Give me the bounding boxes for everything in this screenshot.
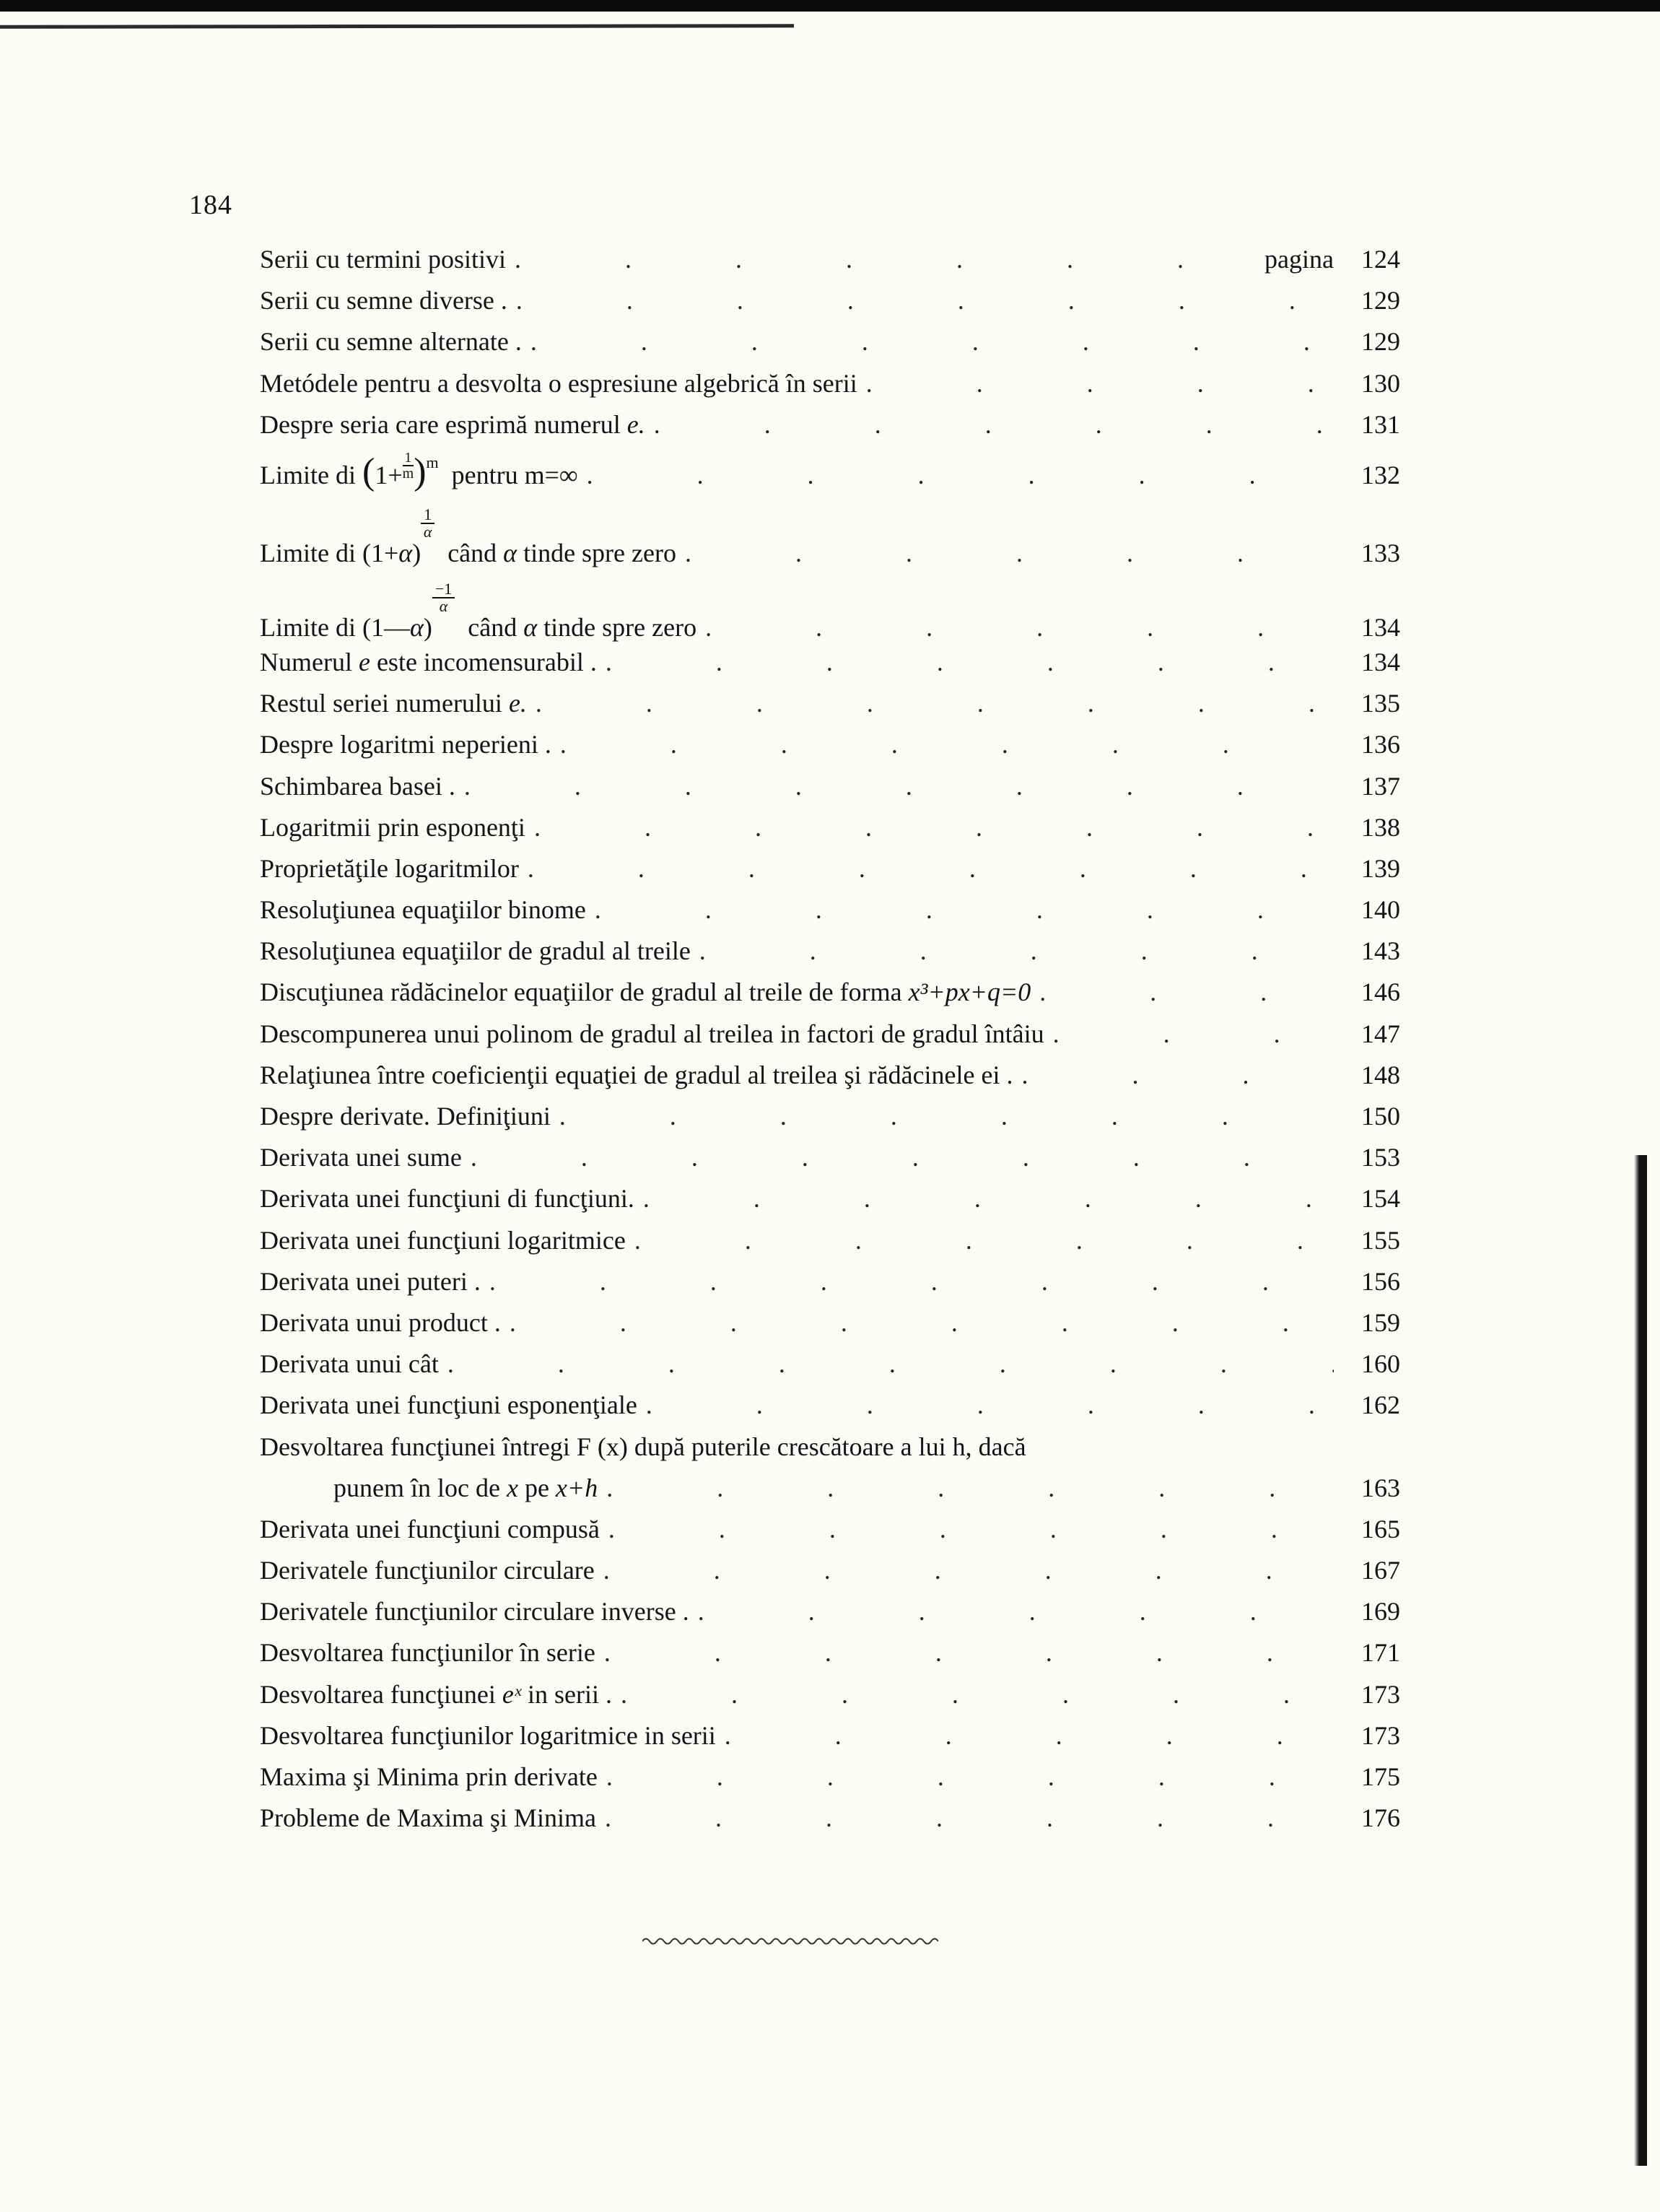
entry-page: 146 (1361, 977, 1400, 1007)
toc-entry (260, 771, 1400, 812)
toc-entry (260, 572, 1400, 647)
entry-title: Derivata unei funcţiuni di funcţiuni. (260, 1184, 634, 1214)
toc-entry (260, 853, 1400, 894)
entry-page: 132 (1361, 460, 1400, 489)
dot-leader (699, 936, 1334, 966)
toc-entry (260, 326, 1400, 367)
toc-entry (260, 688, 1400, 729)
entry-title: Limite di (1+α) $\frac{1}{\alpha}$ când α tinde spre zero (260, 505, 676, 567)
toc-entry (260, 1762, 1400, 1803)
entry-page: 165 (1361, 1514, 1400, 1543)
entry-title: Limite di (1—α) $\frac{-1}{\alpha}$ când α tinde spre zero (260, 579, 697, 642)
entry-page: 139 (1361, 853, 1400, 883)
entry-title: Serii cu termini positivi (260, 245, 506, 274)
toc-entry (260, 977, 1400, 1018)
entry-page: 176 (1361, 1803, 1400, 1833)
entry-title: Derivata unui cât (260, 1349, 439, 1379)
dot-leader (1053, 1019, 1334, 1049)
dot-leader (606, 1473, 1334, 1503)
entry-title: Derivata unei funcţiuni compusă (260, 1514, 600, 1543)
entry-title: Maxima şi Minima prin derivate (260, 1762, 598, 1791)
toc-entry (260, 1307, 1400, 1349)
toc-entry (260, 1266, 1400, 1307)
entry-page: 155 (1361, 1225, 1400, 1255)
scan-edge-shadow (1634, 1155, 1647, 2166)
toc-entry (260, 1803, 1400, 1844)
entry-page: 162 (1361, 1390, 1400, 1420)
dot-leader (560, 729, 1334, 759)
entry-title: Desvoltarea funcţiunilor în serie (260, 1638, 595, 1668)
dot-leader (515, 244, 1256, 274)
toc-entry (260, 244, 1400, 285)
toc-entry (260, 285, 1400, 326)
entry-title: Restul seriei numerului e. (260, 689, 527, 718)
entry-page: 150 (1361, 1102, 1400, 1131)
entry-page: 154 (1361, 1184, 1400, 1214)
entry-page: 129 (1361, 327, 1400, 357)
dot-leader (698, 1596, 1334, 1627)
entry-title: Schimbarea basei . (260, 771, 455, 801)
entry-page: 137 (1361, 771, 1400, 801)
entry-page: 135 (1361, 689, 1400, 718)
dot-leader (654, 409, 1334, 440)
entry-title: Derivatele funcţiunilor circulare (260, 1556, 595, 1585)
pagina-label: pagina (1264, 245, 1334, 274)
entry-page: 134 (1361, 612, 1400, 642)
toc-entry (260, 498, 1400, 572)
dot-leader (489, 1266, 1334, 1297)
toc-entry (260, 1183, 1400, 1224)
dot-leader (536, 688, 1334, 718)
toc-entry (260, 1637, 1400, 1678)
dot-leader (559, 1101, 1334, 1131)
entry-page: 129 (1361, 286, 1400, 315)
top-rule-line (0, 24, 794, 29)
entry-title: Numerul e este incomensurabil . (260, 647, 597, 676)
entry-title: Probleme de Maxima şi Minima (260, 1803, 596, 1833)
entry-page: 133 (1361, 538, 1400, 567)
end-ornament (642, 1936, 938, 1946)
entry-title: Limite di (1+ $\frac{1}{m}$ )$^m$ pentru m=∞ (260, 449, 578, 492)
dot-leader (447, 1349, 1334, 1379)
toc-entry (260, 1390, 1400, 1431)
dot-leader (604, 1637, 1334, 1668)
toc-entry (260, 1432, 1400, 1473)
entry-title: punem în loc de x pe x+h (333, 1473, 598, 1502)
dot-leader (595, 894, 1334, 925)
toc-entry (260, 450, 1400, 498)
entry-page: 167 (1361, 1556, 1400, 1585)
toc-entry (260, 1060, 1400, 1101)
entry-page: 153 (1361, 1143, 1400, 1172)
entry-title: Desvoltarea funcţiunei întregi F (x) după puterile crescătoare a lui h, dacă (260, 1432, 1026, 1461)
dot-leader (605, 1803, 1334, 1833)
entry-page: 130 (1361, 368, 1400, 398)
table-of-contents (260, 244, 1400, 1844)
entry-title: Derivatele funcţiunilor circulare inverse . (260, 1597, 689, 1627)
entry-page: 148 (1361, 1060, 1400, 1089)
dot-leader (608, 1514, 1334, 1544)
entry-page: 169 (1361, 1597, 1400, 1627)
entry-title: Discuţiunea rădăcinelor equaţiilor de gradul al treile de forma x³+px+q=0 (260, 977, 1031, 1007)
toc-entry (260, 1679, 1400, 1720)
entry-page: 160 (1361, 1349, 1400, 1379)
dot-leader (1039, 977, 1334, 1007)
dot-leader (634, 1225, 1334, 1255)
entry-title: Derivata unei puteri . (260, 1266, 481, 1296)
dot-leader (464, 771, 1334, 801)
toc-entry (260, 812, 1400, 853)
entry-page: 173 (1361, 1679, 1400, 1709)
dot-leader (606, 647, 1334, 677)
dot-leader (725, 1720, 1334, 1751)
entry-page: 147 (1361, 1019, 1400, 1048)
entry-page: 124 (1361, 245, 1400, 274)
entry-title: Derivata unei funcţiuni logaritmice (260, 1225, 626, 1255)
entry-title: Resoluţiunea equaţiilor de gradul al treile (260, 936, 691, 966)
entry-page: 159 (1361, 1307, 1400, 1337)
toc-entry (260, 647, 1400, 688)
entry-title: Despre derivate. Definiţiuni (260, 1102, 551, 1131)
toc-entry (260, 1555, 1400, 1596)
dot-leader (603, 1555, 1334, 1585)
dot-leader (866, 368, 1334, 399)
dot-leader (646, 1390, 1334, 1420)
dot-leader (534, 812, 1334, 842)
toc-entry (260, 1514, 1400, 1555)
top-border (0, 0, 1660, 12)
toc-entry (260, 1019, 1400, 1060)
toc-entry (260, 729, 1400, 770)
dot-leader (510, 1307, 1334, 1338)
entry-page: 136 (1361, 730, 1400, 759)
toc-entry (260, 1473, 1400, 1514)
entry-title: Derivata unei funcţiuni esponenţiale (260, 1390, 637, 1420)
entry-page: 173 (1361, 1720, 1400, 1750)
entry-title: Logaritmii prin esponenţi (260, 812, 525, 842)
dot-leader (1022, 1060, 1334, 1090)
entry-page: 175 (1361, 1762, 1400, 1791)
entry-title: Derivata unei sume (260, 1143, 462, 1172)
entry-title: Despre logaritmi neperieni . (260, 730, 551, 759)
entry-title: Derivata unui product . (260, 1307, 501, 1337)
toc-entry (260, 1349, 1400, 1390)
entry-title: Descompunerea unui polinom de gradul al treilea in factori de gradul întâiu (260, 1019, 1044, 1048)
entry-title: Proprietăţile logaritmilor (260, 853, 519, 883)
entry-page: 163 (1361, 1473, 1400, 1502)
toc-entry (260, 409, 1400, 450)
entry-page: 131 (1361, 409, 1400, 439)
dot-leader (587, 460, 1334, 490)
dot-leader (471, 1142, 1334, 1172)
dot-leader (621, 1679, 1334, 1710)
dot-leader (528, 853, 1334, 884)
dot-leader (685, 538, 1334, 568)
entry-title: Serii cu semne alternate . (260, 327, 522, 357)
toc-entry (260, 1720, 1400, 1762)
entry-title: Relaţiunea între coeficienţii equaţiei de gradul al treilea şi rădăcinele ei . (260, 1060, 1013, 1089)
entry-title: Resoluţiunea equaţiilor binome (260, 895, 586, 925)
toc-entry (260, 1596, 1400, 1637)
page-number: 184 (189, 190, 232, 220)
entry-title: Desvoltarea funcţiunei eˣ in serii . (260, 1679, 612, 1709)
dot-leader (643, 1183, 1334, 1214)
toc-entry (260, 368, 1400, 409)
entry-title: Metódele pentru a desvolta o espresiune algebrică în serii (260, 368, 857, 398)
dot-leader (530, 326, 1334, 357)
dot-leader (516, 285, 1334, 315)
entry-page: 140 (1361, 895, 1400, 925)
toc-entry (260, 1142, 1400, 1183)
entry-page: 143 (1361, 936, 1400, 966)
entry-page: 171 (1361, 1638, 1400, 1668)
entry-page: 156 (1361, 1266, 1400, 1296)
dot-leader (606, 1762, 1334, 1792)
entry-page: 138 (1361, 812, 1400, 842)
toc-entry (260, 894, 1400, 936)
toc-entry (260, 936, 1400, 977)
entry-page: 134 (1361, 647, 1400, 676)
toc-entry (260, 1225, 1400, 1266)
dot-leader (705, 612, 1334, 643)
entry-title: Desvoltarea funcţiunilor logaritmice in serii (260, 1720, 716, 1750)
entry-title: Serii cu semne diverse . (260, 286, 507, 315)
entry-title: Despre seria care esprimă numerul e. (260, 409, 645, 439)
toc-entry (260, 1101, 1400, 1142)
